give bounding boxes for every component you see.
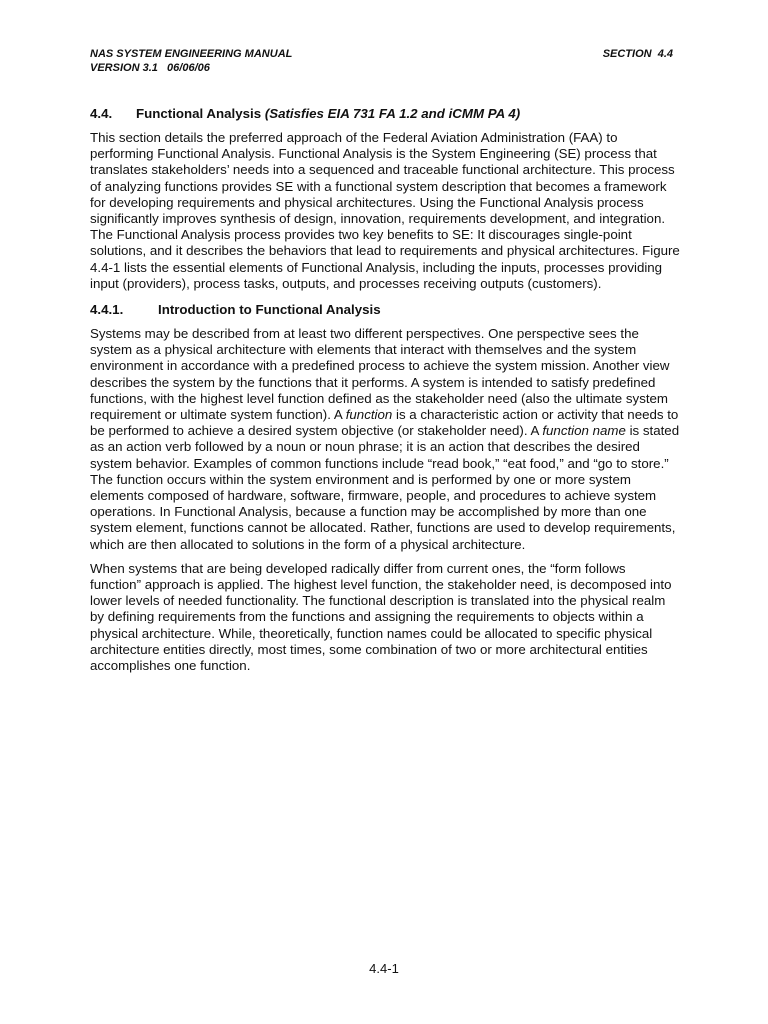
subsection-title: Introduction to Functional Analysis bbox=[158, 302, 381, 318]
subsection-paragraph-1: Systems may be described from at least two different perspectives. One perspective sees the system as a physical architecture with elements that interact with themselves and the system environment in accordance with a predefined process to achieve the system mission. Another view describes the system by the functions that it performs. A system is intended to satisfy predefined functions, with the highest level function defined as the stakeholder need (also the ultimate system requirement or ultimate system function). A function is a characteristic action or activity that needs to be performed to achieve a desired system objective (or stakeholder need). A function name is stated as an action verb followed by a noun or noun phrase; it is an action that describes the desired system behavior. Examples of common functions include “read book,” “eat food,” and “go to store.” The function occurs within the system environment and is performed by one or more system elements composed of hardware, software, firmware, people, and procedures to achieve system operations. In Functional Analysis, because a function may be accomplished by more than one system element, functions cannot be allocated. Rather, functions are used to develop requirements, which are then allocated to solutions in the form of a physical architecture. bbox=[90, 326, 680, 552]
term-function-name: function name bbox=[542, 423, 626, 439]
term-function: function bbox=[345, 407, 393, 423]
section-title: Functional Analysis bbox=[136, 106, 265, 121]
section-subtitle: (Satisfies EIA 731 FA 1.2 and iCMM PA 4) bbox=[264, 106, 521, 121]
section-paragraph: This section details the preferred approach of the Federal Aviation Administration (FAA) to performing Functional Analysis. Functional Analysis is the System Engineering (SE) process that translates stakeholders’ needs into a sequenced and traceable functional architecture. This process of analyzing functions provides SE with a functional system description that becomes a framework for developing requirements and physical architectures. Using the Functional Analysis process significantly improves synthesis of design, innovation, requirements development, and integration. The Functional Analysis process provides two key benefits to SE: It discourages single-point solutions, and it describes the behaviors that lead to requirements and physical architectures. Figure 4.4-1 lists the essential elements of Functional Analysis, including the inputs, processes providing input (providers), process tasks, outputs, and processes receiving outputs (customers). bbox=[90, 130, 680, 291]
section-heading bbox=[90, 106, 680, 122]
header-manual-title: NAS SYSTEM ENGINEERING MANUAL bbox=[90, 48, 293, 60]
header-section: SECTION 4.4 bbox=[602, 48, 673, 60]
page-number: 4.4-1 bbox=[369, 961, 399, 976]
subsection-number: 4.4.1. bbox=[90, 302, 124, 318]
header-version: VERSION 3.1 06/06/06 bbox=[90, 62, 210, 74]
header-left bbox=[90, 47, 292, 75]
page-header bbox=[90, 47, 673, 75]
document-body bbox=[90, 106, 680, 682]
subsection-paragraph-2: When systems that are being developed radically differ from current ones, the “form follows function” approach is applied. The highest level function, the stakeholder need, is decomposed into lower levels of needed functionality. The functional description is translated into the physical realm by defining requirements from the functions and assigning the requirements to objects within a physical architecture. While, theoretically, function names could be allocated to specific physical architecture entities directly, most times, some combination of two or more architectural entities accomplishes one function. bbox=[90, 560, 672, 674]
subsection-heading bbox=[90, 302, 680, 318]
section-number: 4.4. bbox=[90, 106, 113, 121]
